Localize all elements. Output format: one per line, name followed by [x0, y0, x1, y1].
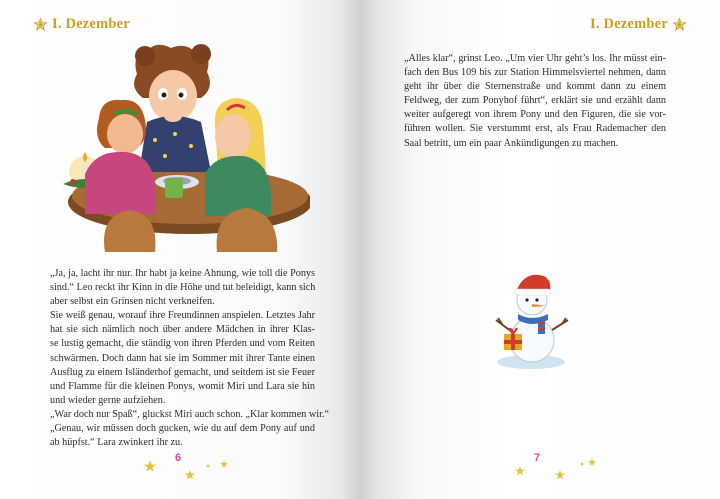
text-line: hat sie sich nämlich noch über andere Mädchen in ihrer Klas- [50, 324, 315, 336]
snowman-illustration [490, 262, 572, 372]
text-line: Sie weiß genau, worauf ihre Freundinnen anspielen. Letztes Jahr [50, 310, 315, 322]
star-icon [34, 18, 47, 31]
text-line: weiter aufgeregt von ihrem Pony und den Figuren, die sie vor- [404, 109, 666, 121]
star-decoration-icon [138, 458, 234, 480]
text-line: führen wollen. Sie verstummt erst, als Frau Rademacher den [404, 123, 666, 135]
page-number: 7 [534, 452, 541, 464]
text-line: ab hüpfst.“ Lara zwinkert ihr zu. [50, 437, 183, 449]
text-line: Ausflug zu einem Isländerhof gemacht, und seitdem ist sie Feuer [50, 366, 315, 378]
page-number: 6 [175, 452, 182, 464]
girls-at-table-illustration [55, 44, 310, 258]
text-line: sind.“ Leo reckt ihr Kinn in die Höhe und tut beleidigt, kann sich [50, 282, 316, 294]
star-icon [673, 18, 686, 31]
text-line: geht ihr über die Sternenstraße und kommt dann zu einem [404, 81, 666, 93]
chapter-title: I. Dezember [590, 16, 668, 32]
text-line: Saal betritt, um ein paar Ankündigungen zu machen. [404, 137, 619, 149]
text-line: „Alles klar“, grinst Leo. „Um vier Uhr geht’s los. Ihr müsst ein- [404, 53, 666, 64]
text-line: „War doch nur Spaß“, gluckst Miri auch schon. „Klar kommen wir.“ [50, 408, 329, 420]
left-page-text [50, 267, 329, 450]
right-page [360, 0, 720, 499]
chapter-header-right [590, 16, 686, 33]
text-line: aber selbst ein Grinsen nicht verkneifen. [50, 296, 215, 308]
text-line: fach den Bus 109 bis zur Station Himmelsviertel nehmen, dann [404, 67, 666, 79]
text-line: se lustig gemacht, die ständig von ihren Pferden und vom Reiten [50, 338, 315, 350]
text-line: „Genau, wir müssen doch gucken, wie du auf dem Pony auf und [50, 423, 315, 435]
text-line: „Ja, ja, lacht ihr nur. Ihr habt ja keine Ahnung, wie toll die Ponys [50, 268, 315, 279]
chapter-title: I. Dezember [52, 16, 130, 32]
text-line: Feldweg, der zum Ponyhof führt“, erklärt sie und erzählt dann [404, 95, 666, 107]
text-line: und wieder gerne aufziehen. [50, 394, 166, 406]
text-line: und Flamme für die kleinen Ponys, womit Miri und Lara sie hin [50, 380, 315, 392]
right-page-text [404, 52, 666, 151]
chapter-header-left [34, 16, 130, 33]
star-decoration-icon [500, 458, 600, 480]
text-line: schwärmen. Doch dann hat sie im Sommer mit ihrer Tante einen [50, 352, 315, 364]
